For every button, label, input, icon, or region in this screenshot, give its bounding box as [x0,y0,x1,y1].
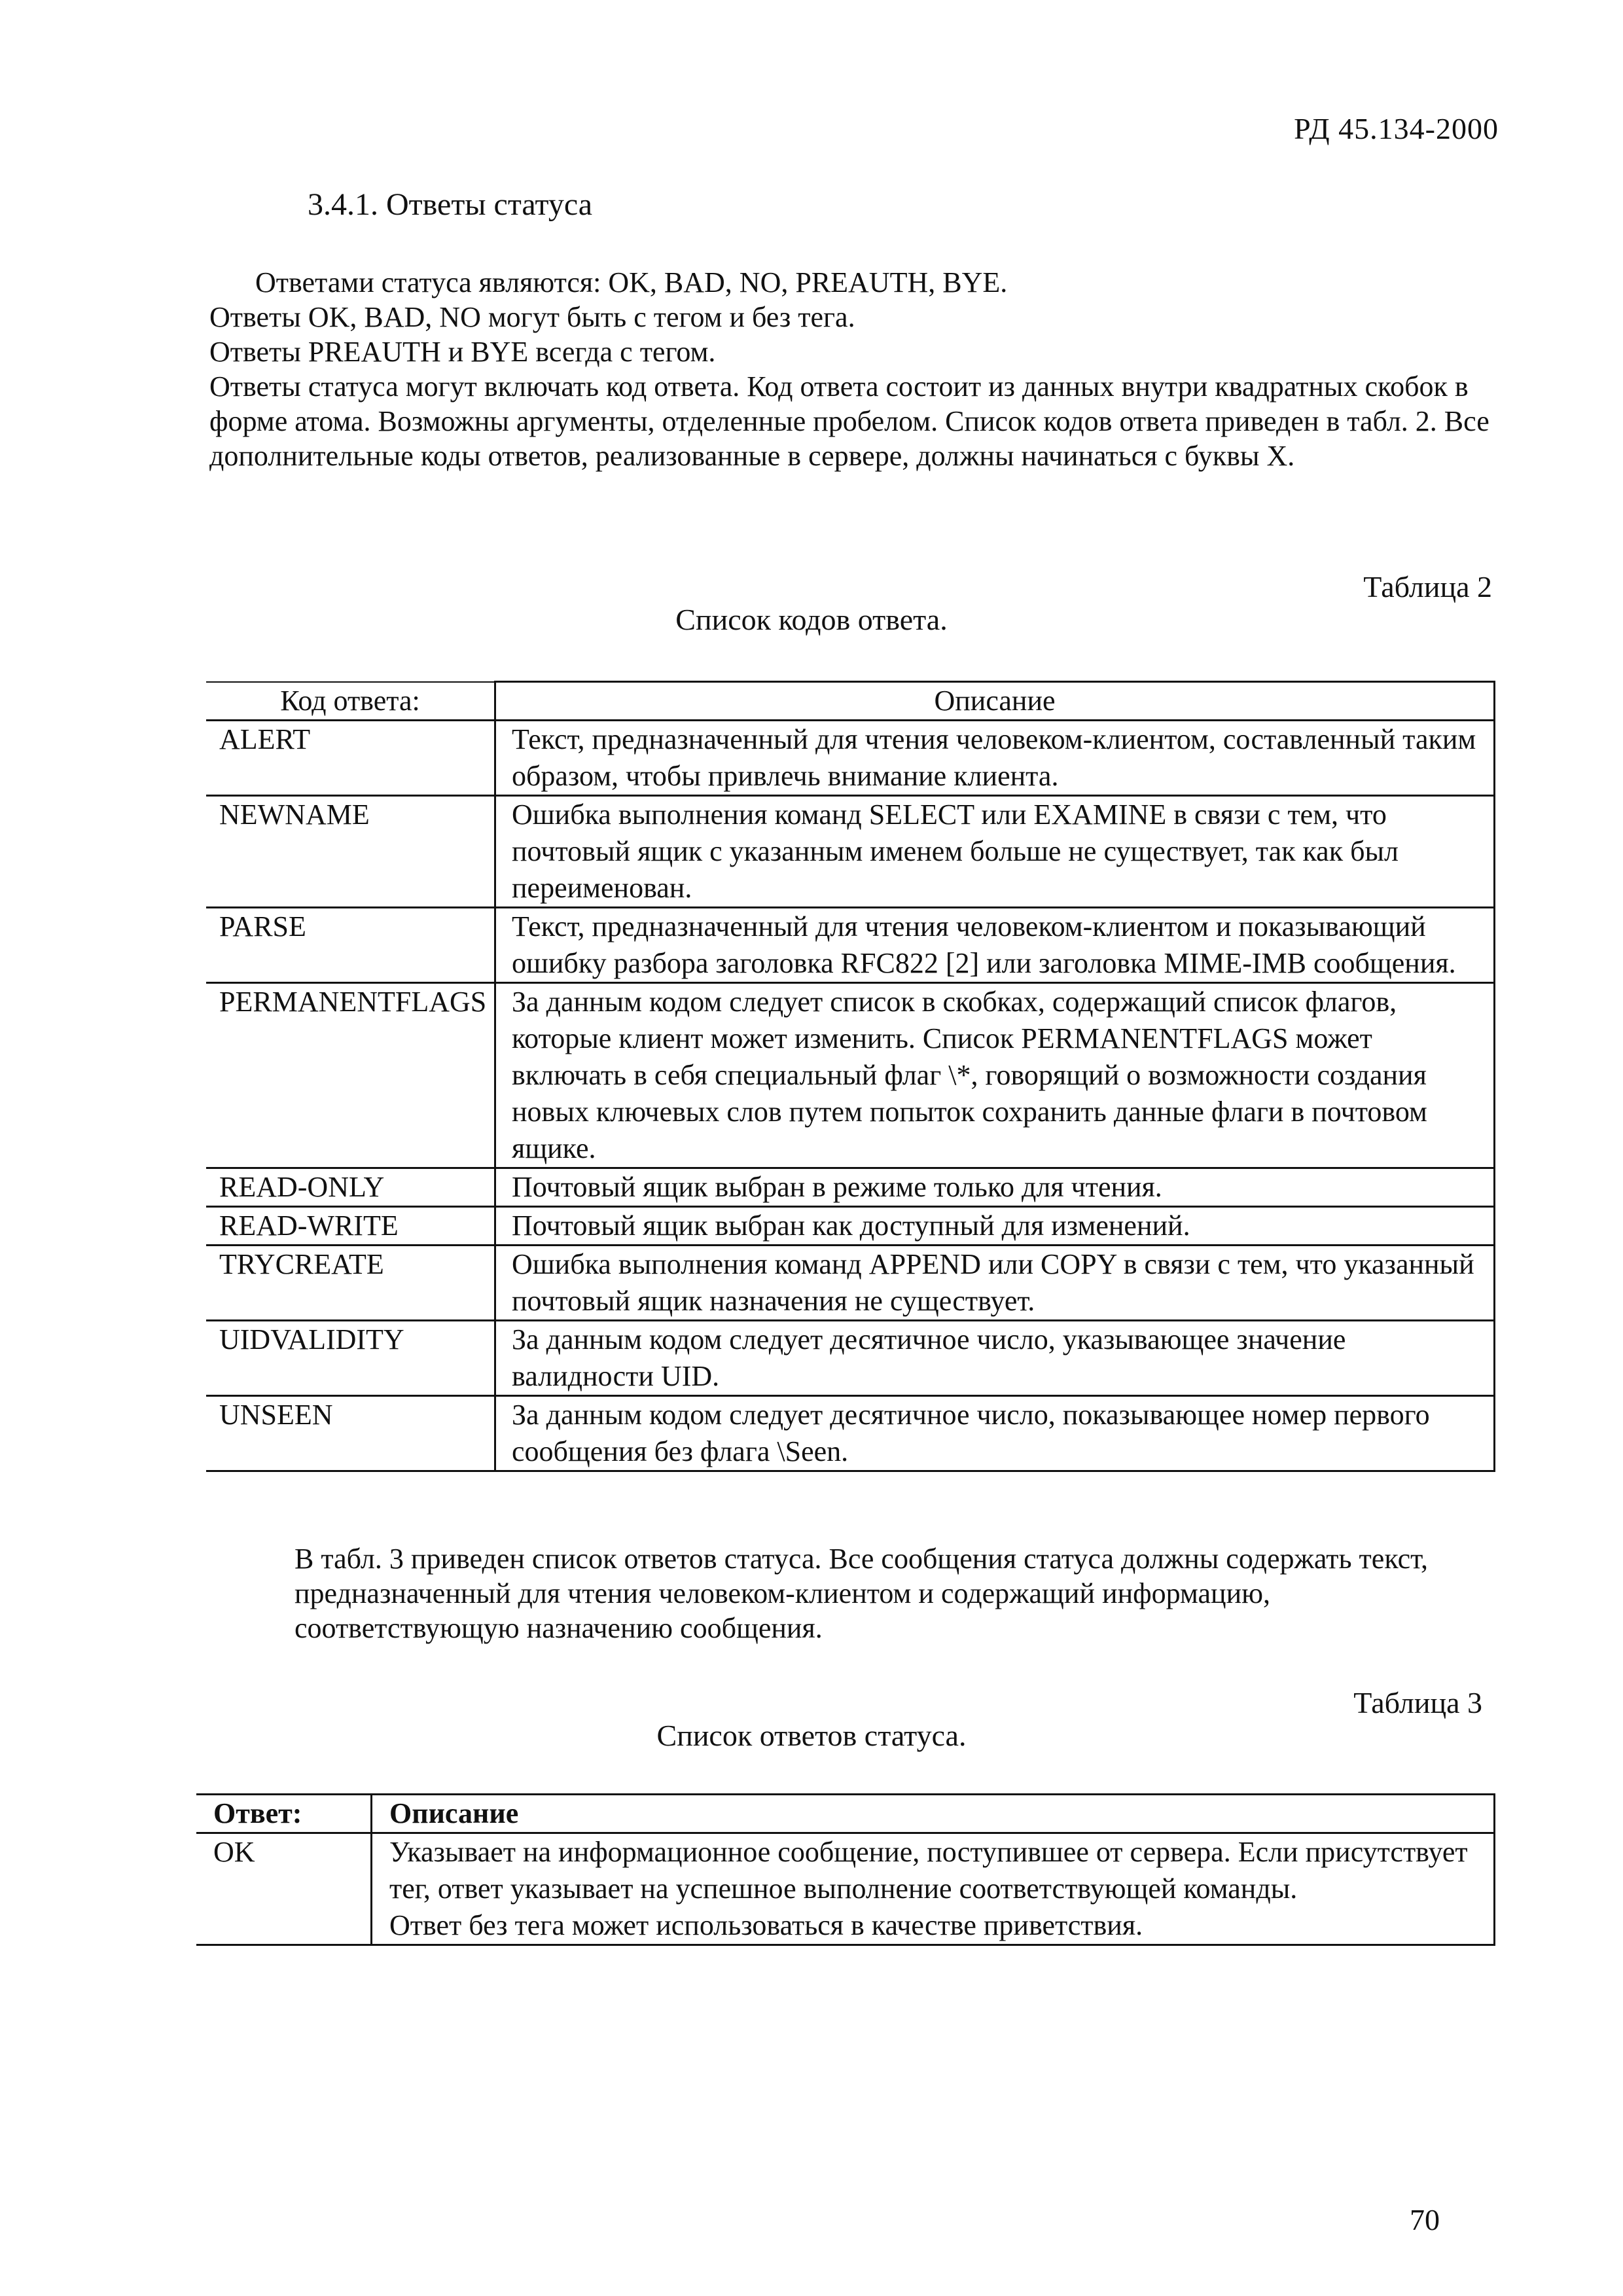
intro-paragraph [209,265,1492,473]
description-text-extra: Ответ без тега может использоваться в качестве приветствия. [389,1909,1143,1941]
description-cell [372,1833,1495,1945]
table-row [206,796,1495,908]
response-codes-table [206,681,1495,1472]
status-responses-table [196,1793,1495,1946]
intro-line-1: Ответами статуса являются: OK, BAD, NO, PREAUTH, BYE. [255,266,1008,298]
column-header-code: Код ответа: [206,682,495,721]
table-row [206,983,1495,1168]
code-cell: UIDVALIDITY [206,1321,495,1396]
intro-line-3: Ответы PREAUTH и BYE всегда с тегом. [209,336,716,368]
intro-line-2: Ответы OK, BAD, NO могут быть с тегом и без тега. [209,301,855,333]
table-header-row [206,682,1495,721]
column-header-response: Ответ: [196,1795,372,1833]
code-cell: TRYCREATE [206,1246,495,1321]
table-row [206,1246,1495,1321]
description-cell: Ошибка выполнения команд SELECT или EXAMINE в связи с тем, что почтовый ящик с указанным именем больше не существует, так как был переименован. [495,796,1495,908]
description-cell: За данным кодом следует десятичное число, показывающее номер первого сообщения без флага \Seen. [495,1396,1495,1471]
document-code: РД 45.134-2000 [1294,112,1499,145]
table-row [206,908,1495,983]
description-text: Указывает на информационное сообщение, поступившее от сервера. Если присутствует тег, ответ указывает на успешное выполнение соответствующей команды. [389,1836,1468,1905]
middle-paragraph [196,1541,1440,1645]
table-row [206,1396,1495,1471]
table2-title: Список кодов ответа. [675,603,948,636]
description-cell: Текст, предназначенный для чтения человеком-клиентом и показывающий ошибку разбора заголовка RFC822 [2] или заголовка MIME-IMB сообщения. [495,908,1495,983]
response-cell: OK [213,1836,255,1868]
table-row [206,1207,1495,1246]
table-row [206,721,1495,796]
column-header-description: Описание [495,682,1495,721]
table3-caption: Таблица 3 [1353,1686,1482,1719]
description-cell: За данным кодом следует список в скобках, содержащий список флагов, которые клиент может изменить. Список PERMANENTFLAGS может включать в себя специальный флаг \*, говорящий о возможности создания новых ключевых слов путем попыток сохранить данные флаги в почтовом ящике. [495,983,1495,1168]
description-cell: Почтовый ящик выбран в режиме только для чтения. [495,1168,1495,1207]
code-cell: NEWNAME [206,796,495,908]
description-cell: Ошибка выполнения команд APPEND или COPY в связи с тем, что указанный почтовый ящик назначения не существует. [495,1246,1495,1321]
code-cell: PERMANENTFLAGS [206,983,495,1168]
table2-caption: Таблица 2 [1363,570,1492,603]
table-row [206,1168,1495,1207]
column-header-description: Описание [372,1795,1495,1833]
page-number: 70 [1410,2203,1440,2236]
description-cell: Почтовый ящик выбран как доступный для изменений. [495,1207,1495,1246]
table-row [206,1321,1495,1396]
code-cell: ALERT [206,721,495,796]
middle-text: В табл. 3 приведен список ответов статуса. Все сообщения статуса должны содержать текст, предназначенный для чтения человеком-клиентом и содержащий информацию, соответствующую назначению сообщения. [294,1543,1429,1644]
table-row [196,1833,1495,1945]
description-cell: За данным кодом следует десятичное число, указывающее значение валидности UID. [495,1321,1495,1396]
code-cell: READ-ONLY [206,1168,495,1207]
description-cell: Текст, предназначенный для чтения человеком-клиентом, составленный таким образом, чтобы привлечь внимание клиента. [495,721,1495,796]
intro-line-4: Ответы статуса могут включать код ответа. Код ответа состоит из данных внутри квадратных скобок в форме атома. Возможны аргументы, отделенные пробелом. Список кодов ответа приведен в табл. 2. Все дополнительные коды ответов, реализованные в сервере, должны начинаться с буквы X. [209,370,1489,472]
table-header-row [196,1795,1495,1833]
code-cell: UNSEEN [206,1396,495,1471]
table3-title: Список ответов статуса. [656,1719,967,1752]
code-cell: PARSE [206,908,495,983]
code-cell: READ-WRITE [206,1207,495,1246]
section-title: 3.4.1. Ответы статуса [308,187,593,222]
